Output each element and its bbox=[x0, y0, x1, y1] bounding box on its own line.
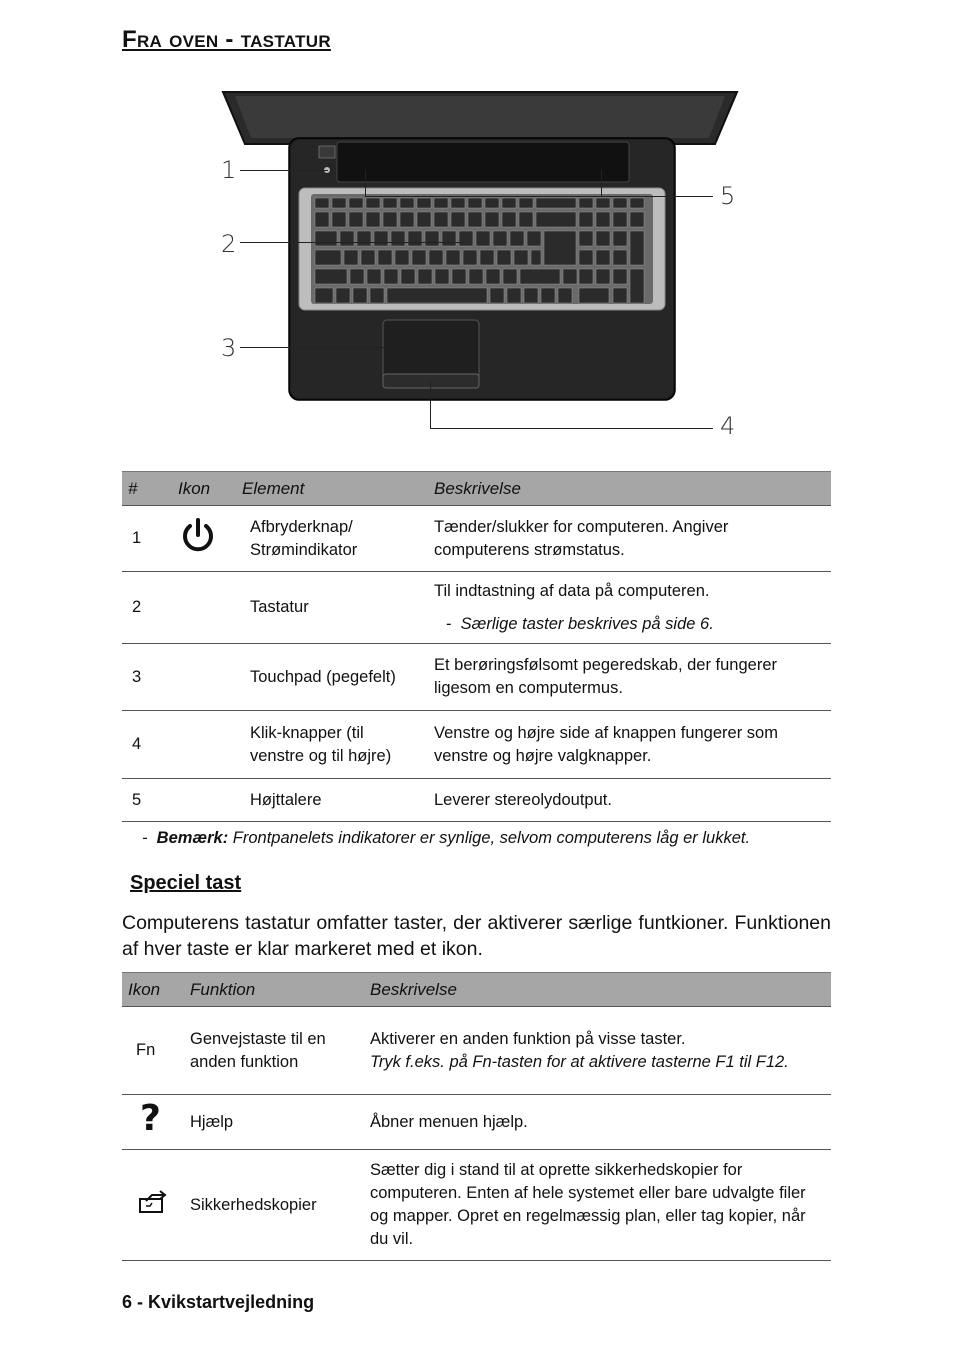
callout-5: 5 bbox=[720, 182, 736, 210]
header-description: Beskrivelse bbox=[364, 973, 831, 1007]
table-row bbox=[122, 644, 831, 711]
leader-line-5d bbox=[365, 196, 601, 197]
row-element: Touchpad (pegefelt) bbox=[236, 644, 428, 711]
callout-1: 1 bbox=[221, 156, 237, 184]
row-description: Åbner menuen hjælp. bbox=[364, 1095, 831, 1150]
help-icon: ? bbox=[122, 1095, 184, 1150]
leader-line-5c bbox=[365, 170, 366, 196]
table-row bbox=[122, 1007, 831, 1095]
row-icon bbox=[172, 779, 236, 822]
table-row bbox=[122, 572, 831, 644]
backup-icon bbox=[122, 1150, 184, 1261]
leader-line-5a bbox=[601, 170, 602, 196]
page-footer: 6 - Kvikstartvejledning bbox=[122, 1292, 315, 1312]
leader-line-5b bbox=[601, 196, 713, 197]
special-keys-table bbox=[122, 972, 831, 1261]
callout-3: 3 bbox=[221, 334, 237, 362]
row-description-cell bbox=[428, 572, 831, 644]
header-function: Funktion bbox=[184, 973, 364, 1007]
row-description: Til indtastning af data på computeren. bbox=[434, 581, 710, 600]
page-title: Fra oven - tastatur bbox=[122, 26, 331, 53]
row-description: Sætter dig i stand til at oprette sikkerhedskopier for computeren. Enten af hele systemet eller bare udvalgte filer og mapper. Opret en regelmæssig plan, eller tag kopier, når du vil. bbox=[364, 1150, 831, 1261]
row-icon bbox=[172, 572, 236, 644]
leader-line-4b bbox=[430, 428, 713, 429]
header-num: # bbox=[122, 472, 172, 506]
note-label: Bemærk: bbox=[156, 829, 229, 847]
row-num: 5 bbox=[122, 779, 172, 822]
row-function: Hjælp bbox=[184, 1095, 364, 1150]
row-sub-note-text: Særlige taster beskrives på side 6. bbox=[460, 614, 714, 633]
row-function: Sikkerhedskopier bbox=[184, 1150, 364, 1261]
row-element: Afbryderknap/ Strømindikator bbox=[236, 506, 428, 572]
row-icon bbox=[172, 644, 236, 711]
components-table bbox=[122, 471, 831, 822]
row-description: Tænder/slukker for computeren. Angiver computerens strømstatus. bbox=[428, 506, 831, 572]
note-text: Frontpanelets indikatorer er synlige, selvom computerens låg er lukket. bbox=[232, 829, 751, 847]
row-description: Aktiverer en anden funktion på visse taster. bbox=[370, 1029, 686, 1048]
leader-line-1 bbox=[240, 170, 328, 171]
row-num: 4 bbox=[122, 711, 172, 779]
callout-2: 2 bbox=[221, 230, 237, 258]
row-element: Højttalere bbox=[236, 779, 428, 822]
callout-4: 4 bbox=[720, 412, 736, 440]
note: - Bemærk: Frontpanelets indikatorer er synlige, selvom computerens låg er lukket. bbox=[142, 829, 751, 847]
row-description-cell bbox=[364, 1007, 831, 1095]
row-element: Klik-knapper (til venstre og til højre) bbox=[236, 711, 428, 779]
leader-line-3 bbox=[240, 347, 414, 348]
leader-line-4a bbox=[430, 382, 431, 429]
section-intro: Computerens tastatur omfatter taster, der aktiverer særlige funtkioner. Funktionen af hver taste er klar markeret med et ikon. bbox=[122, 912, 831, 960]
table-header-row bbox=[122, 472, 831, 506]
power-icon bbox=[172, 506, 236, 572]
table-row bbox=[122, 506, 831, 572]
row-num: 1 bbox=[122, 506, 172, 572]
row-icon bbox=[172, 711, 236, 779]
row-sub-note: - Særlige taster beskrives på side 6. bbox=[446, 614, 714, 633]
table-row bbox=[122, 1095, 831, 1150]
table-header-row bbox=[122, 973, 831, 1007]
row-description-italic: Tryk f.eks. på Fn-tasten for at aktivere tasterne F1 til F12. bbox=[370, 1052, 789, 1071]
header-description: Beskrivelse bbox=[428, 472, 831, 506]
row-element: Tastatur bbox=[236, 572, 428, 644]
table-row bbox=[122, 779, 831, 822]
row-description: Venstre og højre side af knappen fungerer som venstre og højre valgknapper. bbox=[428, 711, 831, 779]
row-description: Et berøringsfølsomt pegeredskab, der fungerer ligesom en computermus. bbox=[428, 644, 831, 711]
table-row bbox=[122, 711, 831, 779]
row-function: Genvejstaste til en anden funktion bbox=[184, 1007, 364, 1095]
laptop-drawing bbox=[215, 82, 740, 444]
header-icon: Ikon bbox=[172, 472, 236, 506]
row-num: 2 bbox=[122, 572, 172, 644]
table-row bbox=[122, 1150, 831, 1261]
header-icon: Ikon bbox=[122, 973, 184, 1007]
fn-key-label: Fn bbox=[122, 1007, 184, 1095]
section-heading: Speciel tast bbox=[130, 872, 242, 894]
row-description: Leverer stereolydoutput. bbox=[428, 779, 831, 822]
laptop-keyboard-illustration bbox=[215, 82, 740, 444]
row-num: 3 bbox=[122, 644, 172, 711]
leader-line-2 bbox=[240, 242, 465, 243]
header-element: Element bbox=[236, 472, 428, 506]
